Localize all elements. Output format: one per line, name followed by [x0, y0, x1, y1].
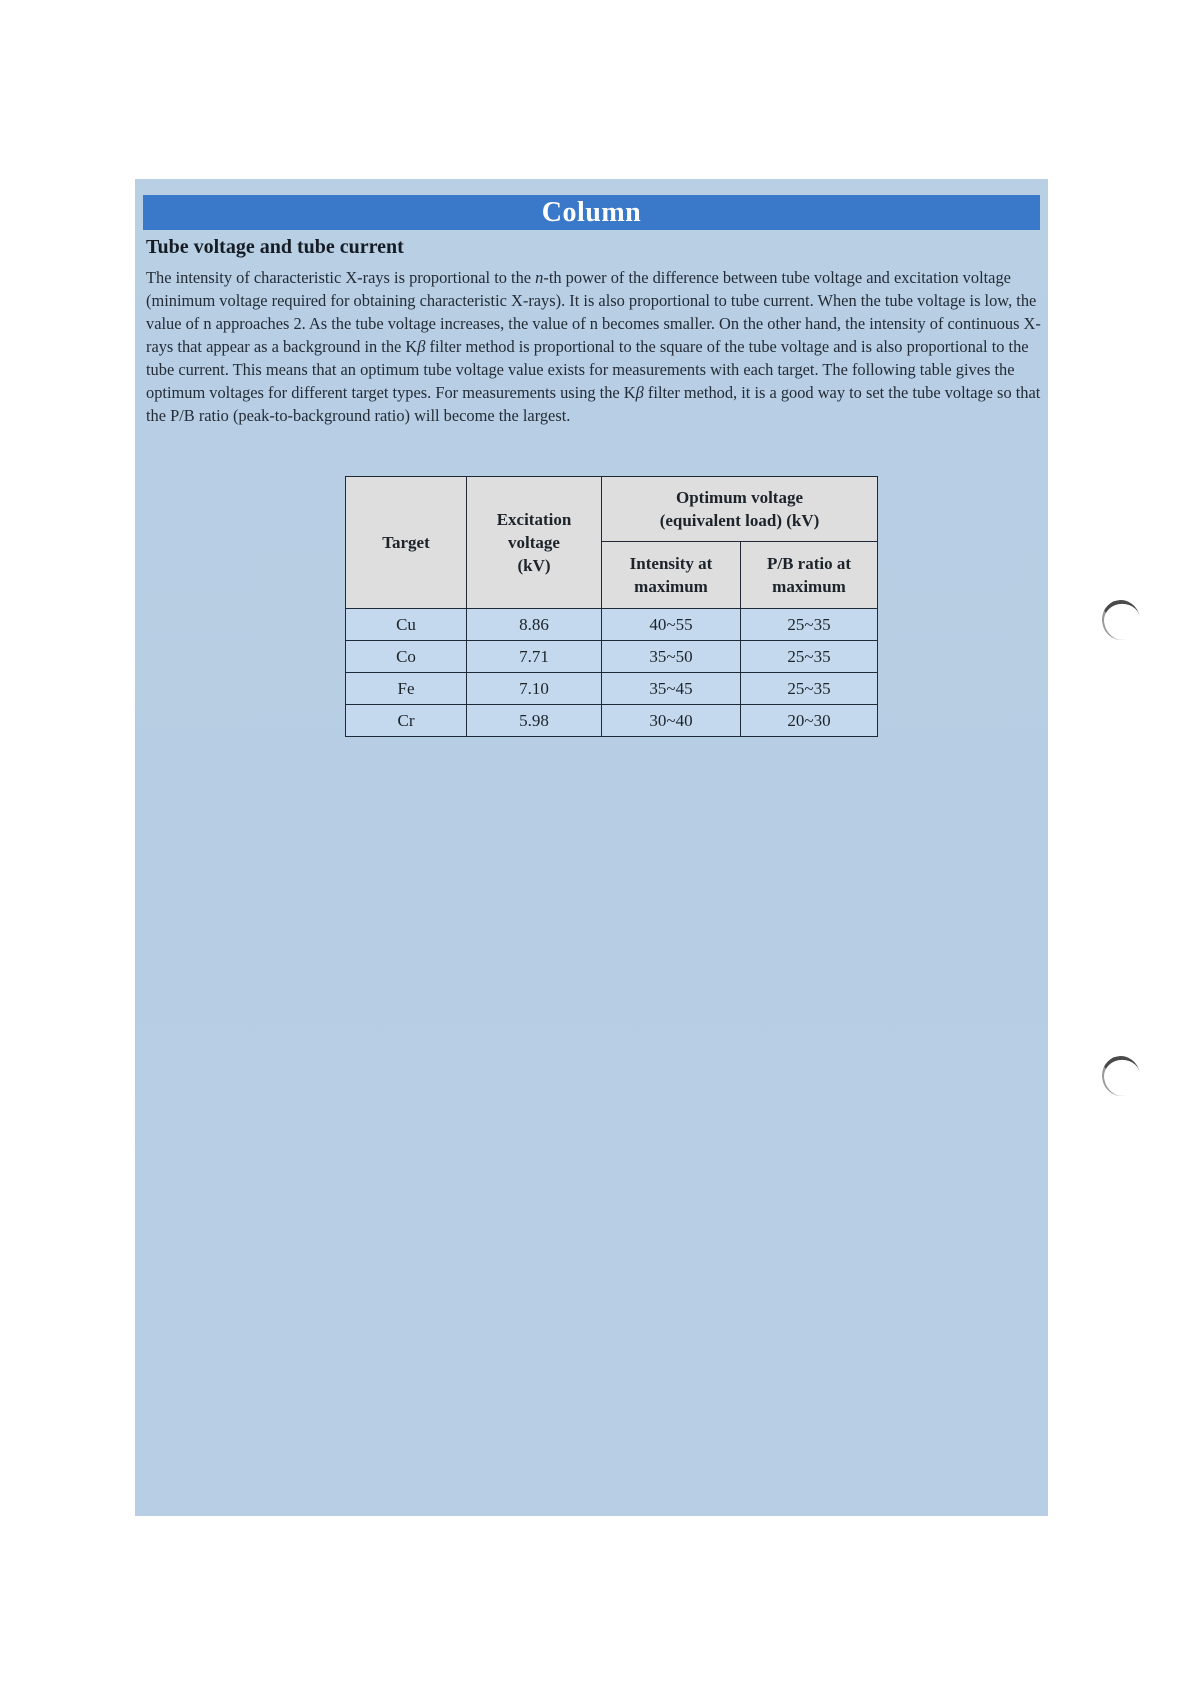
cell-excitation: 7.10: [467, 673, 602, 705]
table-row: [346, 705, 878, 737]
cell-target: Fe: [346, 673, 467, 705]
paragraph-text-1: The intensity of characteristic X-rays is proportional to the: [146, 268, 536, 287]
header-pb-line: maximum: [772, 577, 846, 597]
optimum-voltage-table: [345, 476, 878, 737]
cell-excitation: 5.98: [467, 705, 602, 737]
header-optimum-voltage: [602, 477, 878, 542]
table-row: [346, 609, 878, 641]
cell-pb: 25~35: [741, 673, 878, 705]
cell-intensity: 35~45: [602, 673, 741, 705]
header-excitation-line: (kV): [517, 556, 551, 575]
header-intensity-line: maximum: [634, 577, 708, 597]
header-optimum-line: (equivalent load) (kV): [659, 511, 820, 531]
header-pb-ratio-max: [741, 542, 878, 609]
punch-hole: [1099, 1053, 1143, 1099]
cell-target: Cr: [346, 705, 467, 737]
header-excitation: [467, 477, 602, 609]
table-row: [346, 673, 878, 705]
column-panel: [135, 179, 1048, 1516]
header-excitation-line: voltage: [508, 533, 560, 552]
paragraph-text-4: filter method, it is a good way to set the tube voltage so that the P/B ratio (peak-to-background ratio) will become the largest.: [146, 383, 1041, 425]
body-paragraph: [146, 266, 1046, 427]
cell-excitation: 8.86: [467, 609, 602, 641]
cell-pb: 25~35: [741, 641, 878, 673]
section-heading: Tube voltage and tube current: [146, 236, 404, 258]
cell-intensity: 40~55: [602, 609, 741, 641]
header-target-label: Target: [382, 533, 430, 552]
header-intensity-max: [602, 542, 741, 609]
header-target: [346, 477, 467, 609]
paragraph-text-2: -th power of the difference between tube voltage and excitation voltage (minimum voltage required for obtaining characteristic X-rays). It is also proportional to tube current. When the tube voltage is low, the value of n approaches 2. As the tube voltage increases, the value of n becomes smaller. On the other hand, the intensity of continuous X-rays that appear as a background in the K: [146, 268, 1041, 356]
header-excitation-line: Excitation: [496, 510, 572, 529]
table-row: [346, 641, 878, 673]
paragraph-text-3: filter method is proportional to the square of the tube voltage and is also proportional to the tube current. This means that an optimum tube voltage value exists for measurements with each target. The following table gives the optimum voltages for different target types. For measurements using the K: [146, 337, 1029, 402]
cell-intensity: 35~50: [602, 641, 741, 673]
cell-excitation: 7.71: [467, 641, 602, 673]
cell-pb: 20~30: [741, 705, 878, 737]
header-intensity-line: Intensity at: [629, 554, 713, 574]
punch-hole: [1099, 597, 1143, 643]
cell-pb: 25~35: [741, 609, 878, 641]
column-banner: Column: [143, 195, 1040, 230]
paragraph-beta-1: β: [417, 337, 426, 356]
cell-target: Co: [346, 641, 467, 673]
cell-target: Cu: [346, 609, 467, 641]
paragraph-beta-2: β: [635, 383, 644, 402]
header-optimum-line: Optimum voltage: [675, 488, 804, 508]
paragraph-italic-n: n: [535, 268, 544, 287]
cell-intensity: 30~40: [602, 705, 741, 737]
header-pb-line: P/B ratio at: [766, 554, 852, 574]
